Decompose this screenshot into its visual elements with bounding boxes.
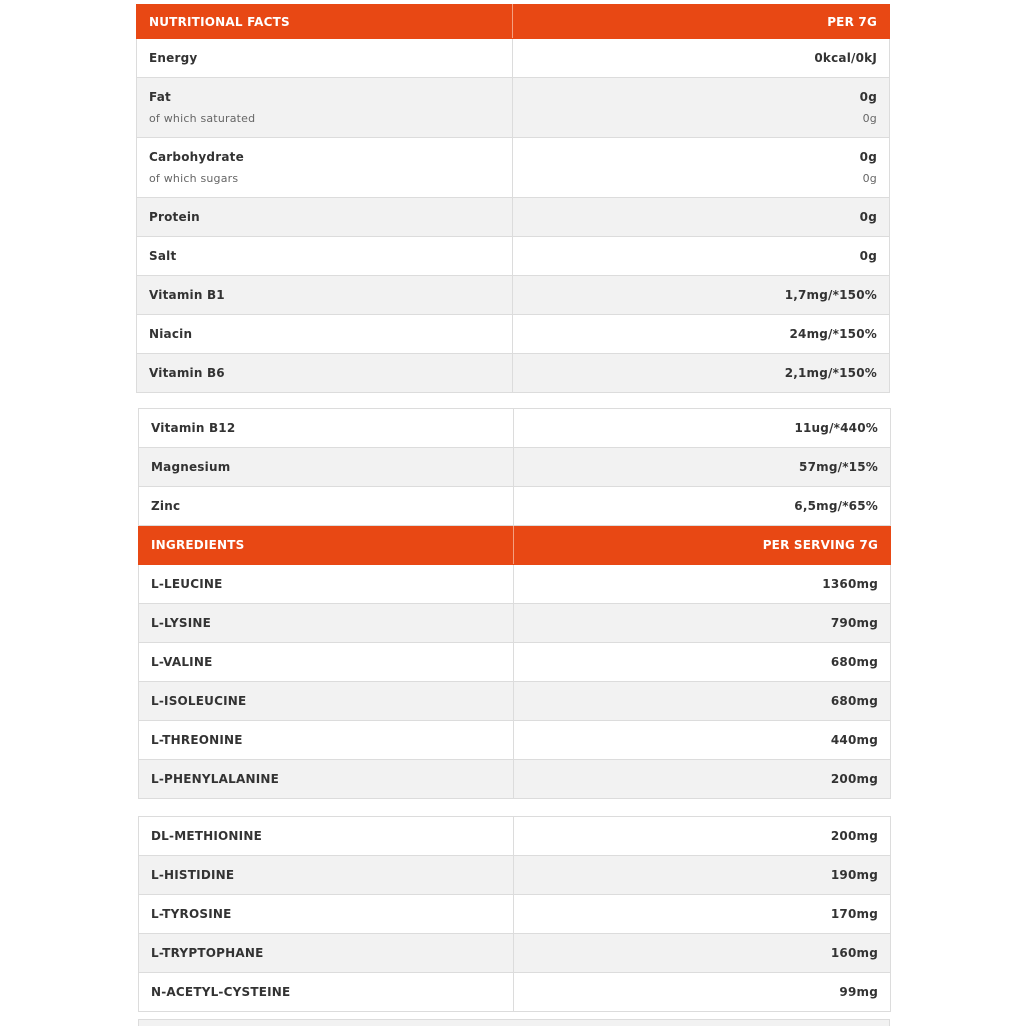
table-row: [137, 354, 890, 393]
ingredients-table: [138, 408, 891, 799]
table-row: [137, 138, 890, 198]
nutrient-value: 24mg/*150%: [513, 315, 890, 354]
nutrition-header-label: NUTRITIONAL FACTS: [137, 5, 513, 39]
table-row: [137, 78, 890, 138]
nutrient-value: 0g: [859, 90, 877, 104]
ingredient-value: 1360mg: [514, 565, 891, 604]
nutrition-header-row: [137, 5, 890, 39]
nutrient-value: 0g: [513, 237, 890, 276]
ingredient-name: DL-METHIONINE: [139, 817, 514, 856]
nutrient-name: Vitamin B12: [139, 409, 514, 448]
ingredient-value: 170mg: [514, 895, 891, 934]
ingredient-name: L-HISTIDINE: [139, 856, 514, 895]
ingredient-value: 190mg: [514, 856, 891, 895]
nutrient-value: 6,5mg/*65%: [514, 487, 891, 526]
table-row: [137, 276, 890, 315]
table-row: [139, 643, 891, 682]
table-row: [139, 856, 891, 895]
ingredient-value: 200mg: [514, 760, 891, 799]
nutrient-value: 11ug/*440%: [514, 409, 891, 448]
nutrient-value: 1,7mg/*150%: [513, 276, 890, 315]
table-row: [139, 487, 891, 526]
table-row: [139, 934, 891, 973]
table-row: [139, 760, 891, 799]
nutrient-value: 0kcal/0kJ: [513, 39, 890, 78]
ingredient-name: N-ACETYL-CYSTEINE: [139, 973, 514, 1012]
table-row: [137, 39, 890, 78]
nutrient-subname: of which sugars: [149, 172, 239, 185]
nutrient-name: Fat: [149, 90, 171, 104]
ingredients-header-value: PER SERVING 7G: [514, 526, 891, 565]
nutrient-name: Magnesium: [139, 448, 514, 487]
ingredients-header-row: [139, 526, 891, 565]
nutrient-name: Zinc: [139, 487, 514, 526]
table-row: [139, 565, 891, 604]
table-row: [137, 315, 890, 354]
ingredient-name: L-TRYPTOPHANE: [139, 934, 514, 973]
table-row: [139, 409, 891, 448]
nutrient-value: 0g: [513, 198, 890, 237]
nutrition-header-value: PER 7G: [513, 5, 890, 39]
ingredient-name: L-THREONINE: [139, 721, 514, 760]
ingredient-value: 680mg: [514, 643, 891, 682]
table-row: [139, 448, 891, 487]
nutrient-name: Vitamin B6: [137, 354, 513, 393]
nutrient-subvalue: 0g: [862, 112, 877, 125]
ingredient-value: 200mg: [514, 817, 891, 856]
nutrient-subname: of which saturated: [149, 112, 256, 125]
ingredients-more-table: [138, 816, 891, 1012]
ingredient-value: 790mg: [514, 604, 891, 643]
nutrient-name: Carbohydrate: [149, 150, 244, 164]
table-row: [139, 721, 891, 760]
ingredient-name: L-PHENYLALANINE: [139, 760, 514, 799]
ingredient-value: 680mg: [514, 682, 891, 721]
ingredient-value: 160mg: [514, 934, 891, 973]
nutrient-value: 2,1mg/*150%: [513, 354, 890, 393]
nutrient-value: 0g: [859, 150, 877, 164]
nutrient-value: 57mg/*15%: [514, 448, 891, 487]
ingredient-value: 440mg: [514, 721, 891, 760]
table-row: [137, 198, 890, 237]
ingredient-name: L-TYROSINE: [139, 895, 514, 934]
nutrient-name: Niacin: [137, 315, 513, 354]
ingredient-name: L-LYSINE: [139, 604, 514, 643]
nutrient-name: Salt: [137, 237, 513, 276]
nutrient-name: Protein: [137, 198, 513, 237]
ingredients-header-label: INGREDIENTS: [139, 526, 514, 565]
table-row: [139, 973, 891, 1012]
nutrition-facts-table: [136, 4, 890, 393]
table-row: [137, 237, 890, 276]
table-row: [139, 604, 891, 643]
nutrient-name: Energy: [137, 39, 513, 78]
table-row: [139, 895, 891, 934]
table-row: [139, 682, 891, 721]
ingredient-value: 99mg: [514, 973, 891, 1012]
nutrient-subvalue: 0g: [862, 172, 877, 185]
ingredient-name: L-LEUCINE: [139, 565, 514, 604]
table-continuation-edge: [138, 1019, 890, 1026]
nutrient-name: Vitamin B1: [137, 276, 513, 315]
ingredient-name: L-VALINE: [139, 643, 514, 682]
ingredient-name: L-ISOLEUCINE: [139, 682, 514, 721]
table-row: [139, 817, 891, 856]
